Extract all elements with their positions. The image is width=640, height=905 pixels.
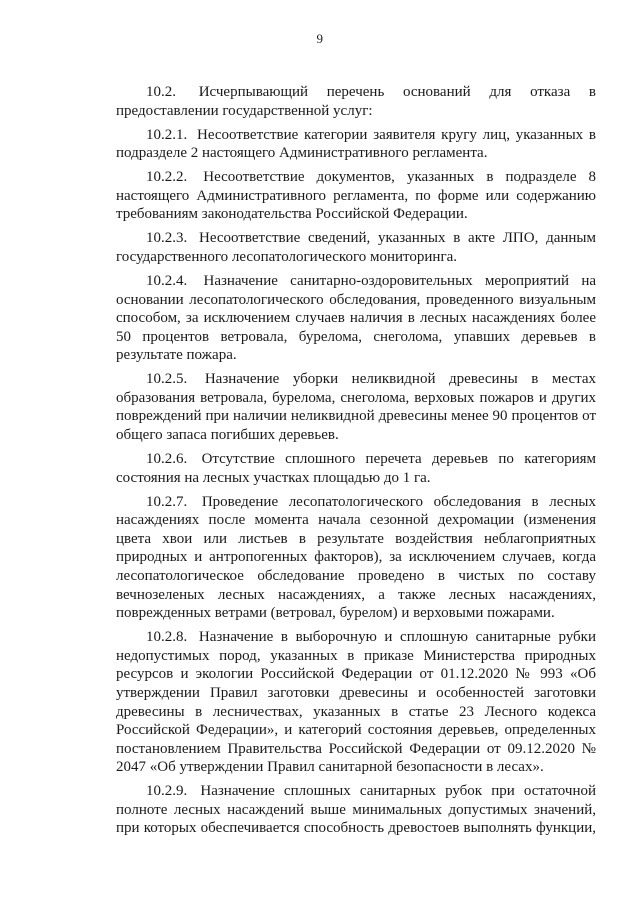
paragraph-number: 10.2.2. (146, 169, 188, 186)
paragraph-10-2-1 (116, 126, 596, 163)
paragraph-text: Назначение сплошных санитарных рубок при остаточной полноте лесных насаждений выше минимальных допустимых значений, при которых обеспечивается способность древостоев выполнять функции, (116, 783, 597, 837)
paragraph-text: Несоответствие документов, указанных в подразделе 8 настоящего Административного регламента, по форме или содержанию требованиям законодательства Российской Федерации. (116, 169, 597, 223)
paragraph-10-2-7 (116, 493, 596, 623)
paragraph-text: Несоответствие категории заявителя кругу лиц, указанных в подразделе 2 настоящего Административного регламента. (116, 126, 597, 162)
paragraph-number: 10.2.5. (146, 371, 188, 388)
paragraph-text: Назначение санитарно-оздоровительных мероприятий на основании лесопатологического обследования, проведенного визуальным способом, за исключением случаев наличия в лесных насаждениях более 50 процентов ветровала, бурелома, снеголома, упавших деревьев в результате пожара. (116, 272, 597, 364)
paragraph-number: 10.2. (146, 84, 176, 100)
paragraph-number: 10.2.1. (146, 126, 188, 143)
paragraph-10-2-6 (116, 450, 596, 487)
paragraph-number: 10.2.9. (146, 783, 188, 800)
paragraph-10-2-4 (116, 272, 596, 365)
paragraph-text: Исчерпывающий перечень оснований для отказа в предоставлении государственной услуг: (116, 84, 596, 119)
paragraph-number: 10.2.6. (146, 451, 188, 468)
paragraph-text: Проведение лесопатологического обследования в лесных насаждениях после момента начала сезонной дехромации (изменения цвета хвои или листьев в результате воздействия неблагоприятных природных и антропогенных факторов), за исключением случаев, когда лесопатологическое обследование проведено в чистых по составу вечнозеленых лесных насаждениях, а также лесных насаждениях, поврежденных ветрами (ветровал, бурелом) и верховыми пожарами. (116, 493, 596, 622)
paragraph-number: 10.2.3. (146, 230, 188, 247)
page-number: 9 (316, 31, 324, 46)
paragraph-10-2 (116, 83, 596, 120)
document-body (116, 83, 596, 843)
paragraph-10-2-5 (116, 370, 596, 444)
paragraph-10-2-9 (116, 782, 596, 838)
paragraph-text: Назначение в выборочную и сплошную санитарные рубки недопустимых пород, указанных в приказе Министерства природных ресурсов и экологии Российской Федерации от 01.12.2020 № 993 «Об утверждении Правил заготовки древесины и особенностей заготовки древесины в лесничествах, указанных в статье 23 Лесного кодекса Российской Федерации», и категорий состояния деревьев, определенных постановлением Правительства Российской Федерации от 09.12.2020 № 2047 «Об утверждении Правил санитарной безопасности в лесах». (116, 629, 596, 776)
paragraph-10-2-2 (116, 168, 596, 224)
paragraph-10-2-3 (116, 229, 596, 266)
paragraph-number: 10.2.8. (146, 629, 188, 646)
paragraph-text: Назначение уборки неликвидной древесины в местах образования ветровала, бурелома, снеголома, верховых пожаров и других повреждений при наличии неликвидной древесины менее 90 процентов от общего запаса погибших деревьев. (116, 371, 596, 444)
paragraph-number: 10.2.7. (146, 493, 188, 510)
paragraph-text: Несоответствие сведений, указанных в акте ЛПО, данным государственного лесопатологического мониторинга. (116, 230, 597, 265)
paragraph-text: Отсутствие сплошного перечета деревьев по категориям состояния на лесных участках площадью до 1 га. (116, 451, 596, 486)
paragraph-number: 10.2.4. (146, 272, 188, 289)
paragraph-10-2-8 (116, 628, 596, 777)
